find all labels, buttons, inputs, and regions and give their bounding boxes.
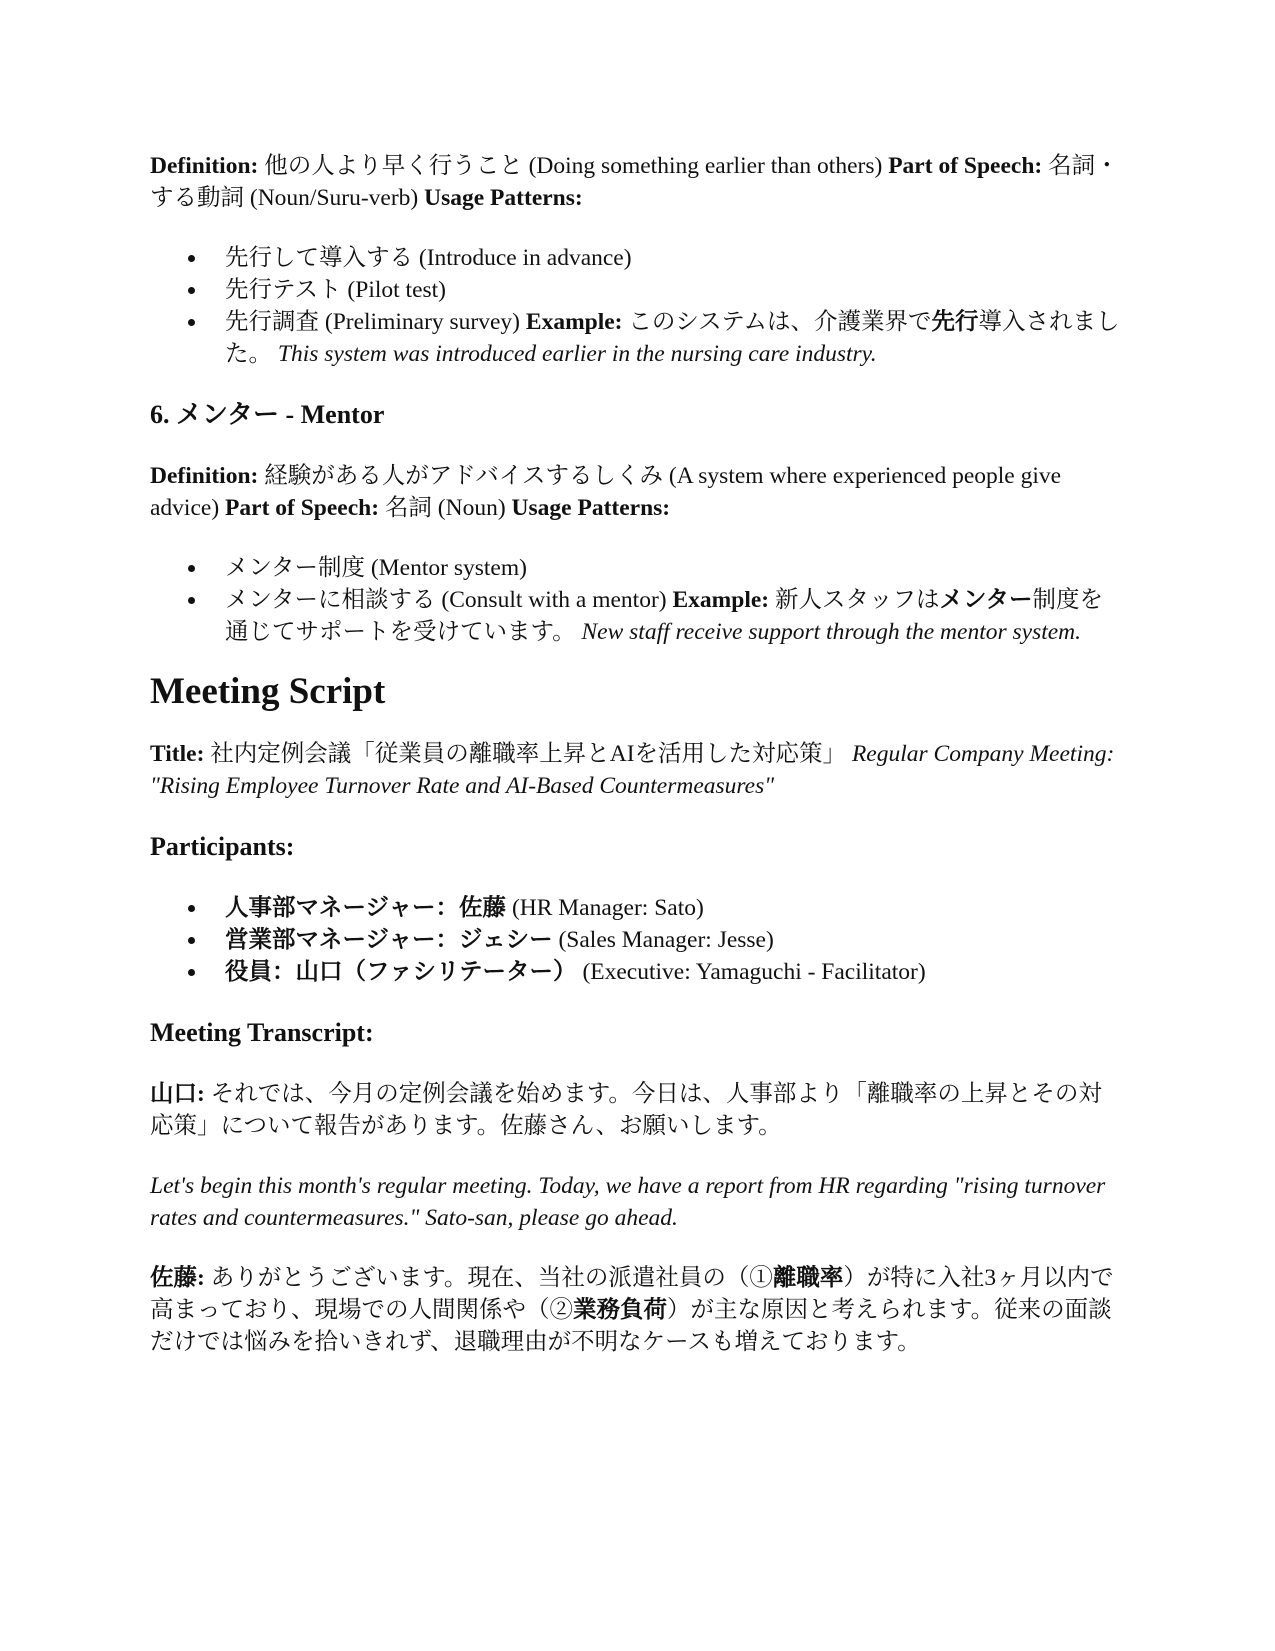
transcript-line-yamaguchi-en: Let's begin this month's regular meeting. Today, we have a report from HR regarding "rising turnover rates and countermeasures." Sato-san, please go ahead.	[150, 1173, 1106, 1231]
pos-label: Part of Speech:	[888, 153, 1043, 179]
usage-last: メンターに相談する (Consult with a mentor)	[225, 587, 667, 613]
definition-text: 経験がある人がアドバイスするしくみ (A system where experienced people give advice)	[150, 463, 1062, 521]
example-label: Example:	[672, 587, 770, 613]
participants-list	[150, 892, 1125, 988]
pos-label: Part of Speech:	[225, 495, 380, 521]
example-translation: This system was introduced earlier in the nursing care industry.	[277, 341, 877, 367]
pos-text: 名詞 (Noun)	[384, 495, 506, 521]
transcript-line-yamaguchi: 山口: それでは、今月の定例会議を始めます。今日は、人事部より「離職率の上昇とその対応策」について報告があります。佐藤さん、お願いします。	[150, 1081, 1102, 1139]
title-jp: 社内定例会議「従業員の離職率上昇とAIを活用した対応策」	[210, 741, 847, 767]
title-label: Title:	[150, 741, 205, 767]
example-translation: New staff receive support through the mentor system.	[581, 619, 1082, 645]
list-item: 役員：山口（ファシリテーター） (Executive: Yamaguchi - Facilitator)	[225, 956, 1125, 988]
speaker-label: 佐藤:	[150, 1265, 205, 1291]
entry6-heading: 6. メンター - Mentor	[150, 400, 385, 429]
example-label: Example:	[525, 309, 623, 335]
entry5-definition	[150, 150, 1125, 214]
usage-label: Usage Patterns:	[424, 185, 583, 211]
speaker-label: 山口:	[150, 1081, 205, 1107]
transcript-line-sato: 佐藤: ありがとうございます。現在、当社の派遣社員の（①離職率）が特に入社3ヶ月以内で高まっており、現場での人間関係や（②業務負荷）が主な原因と考えられます。従来の面談だけでは悩みを拾いきれず、退職理由が不明なケースも増えております。	[150, 1265, 1114, 1355]
meeting-script-heading: Meeting Script	[150, 671, 386, 712]
list-item: 営業部マネージャー：ジェシー (Sales Manager: Jesse)	[225, 924, 1125, 956]
entry6-usage-list	[150, 552, 1125, 648]
usage-last: 先行調査 (Preliminary survey)	[225, 309, 521, 335]
list-item: 先行テスト (Pilot test)	[225, 274, 1125, 306]
title-en: Regular Company Meeting: "Rising Employee Turnover Rate and AI-Based Countermeasures"	[150, 741, 1115, 799]
entry6-definition	[150, 460, 1125, 524]
list-item: 先行調査 (Preliminary survey) Example: このシステムは、介護業界で先行導入されました。 This system was introduced earlier in the nursing care industry.	[225, 306, 1125, 370]
participants-heading: Participants:	[150, 832, 295, 861]
definition-label: Definition:	[150, 463, 259, 489]
list-item: メンター制度 (Mentor system)	[225, 552, 1125, 584]
list-item: メンターに相談する (Consult with a mentor) Example: 新人スタッフはメンター制度を通じてサポートを受けています。 New staff receive support through the mentor system.	[225, 584, 1125, 648]
list-item: 先行して導入する (Introduce in advance)	[225, 242, 1125, 274]
entry5-usage-list	[150, 242, 1125, 370]
definition-label: Definition:	[150, 153, 259, 179]
meeting-title	[150, 738, 1125, 802]
definition-text: 他の人より早く行うこと (Doing something earlier than others)	[264, 153, 883, 179]
transcript-heading: Meeting Transcript:	[150, 1018, 374, 1047]
usage-label: Usage Patterns:	[511, 495, 671, 521]
pos-text: 名詞・する動詞 (Noun/Suru-verb)	[150, 153, 1119, 211]
list-item: 人事部マネージャー：佐藤 (HR Manager: Sato)	[225, 892, 1125, 924]
document-page	[150, 150, 1125, 1386]
